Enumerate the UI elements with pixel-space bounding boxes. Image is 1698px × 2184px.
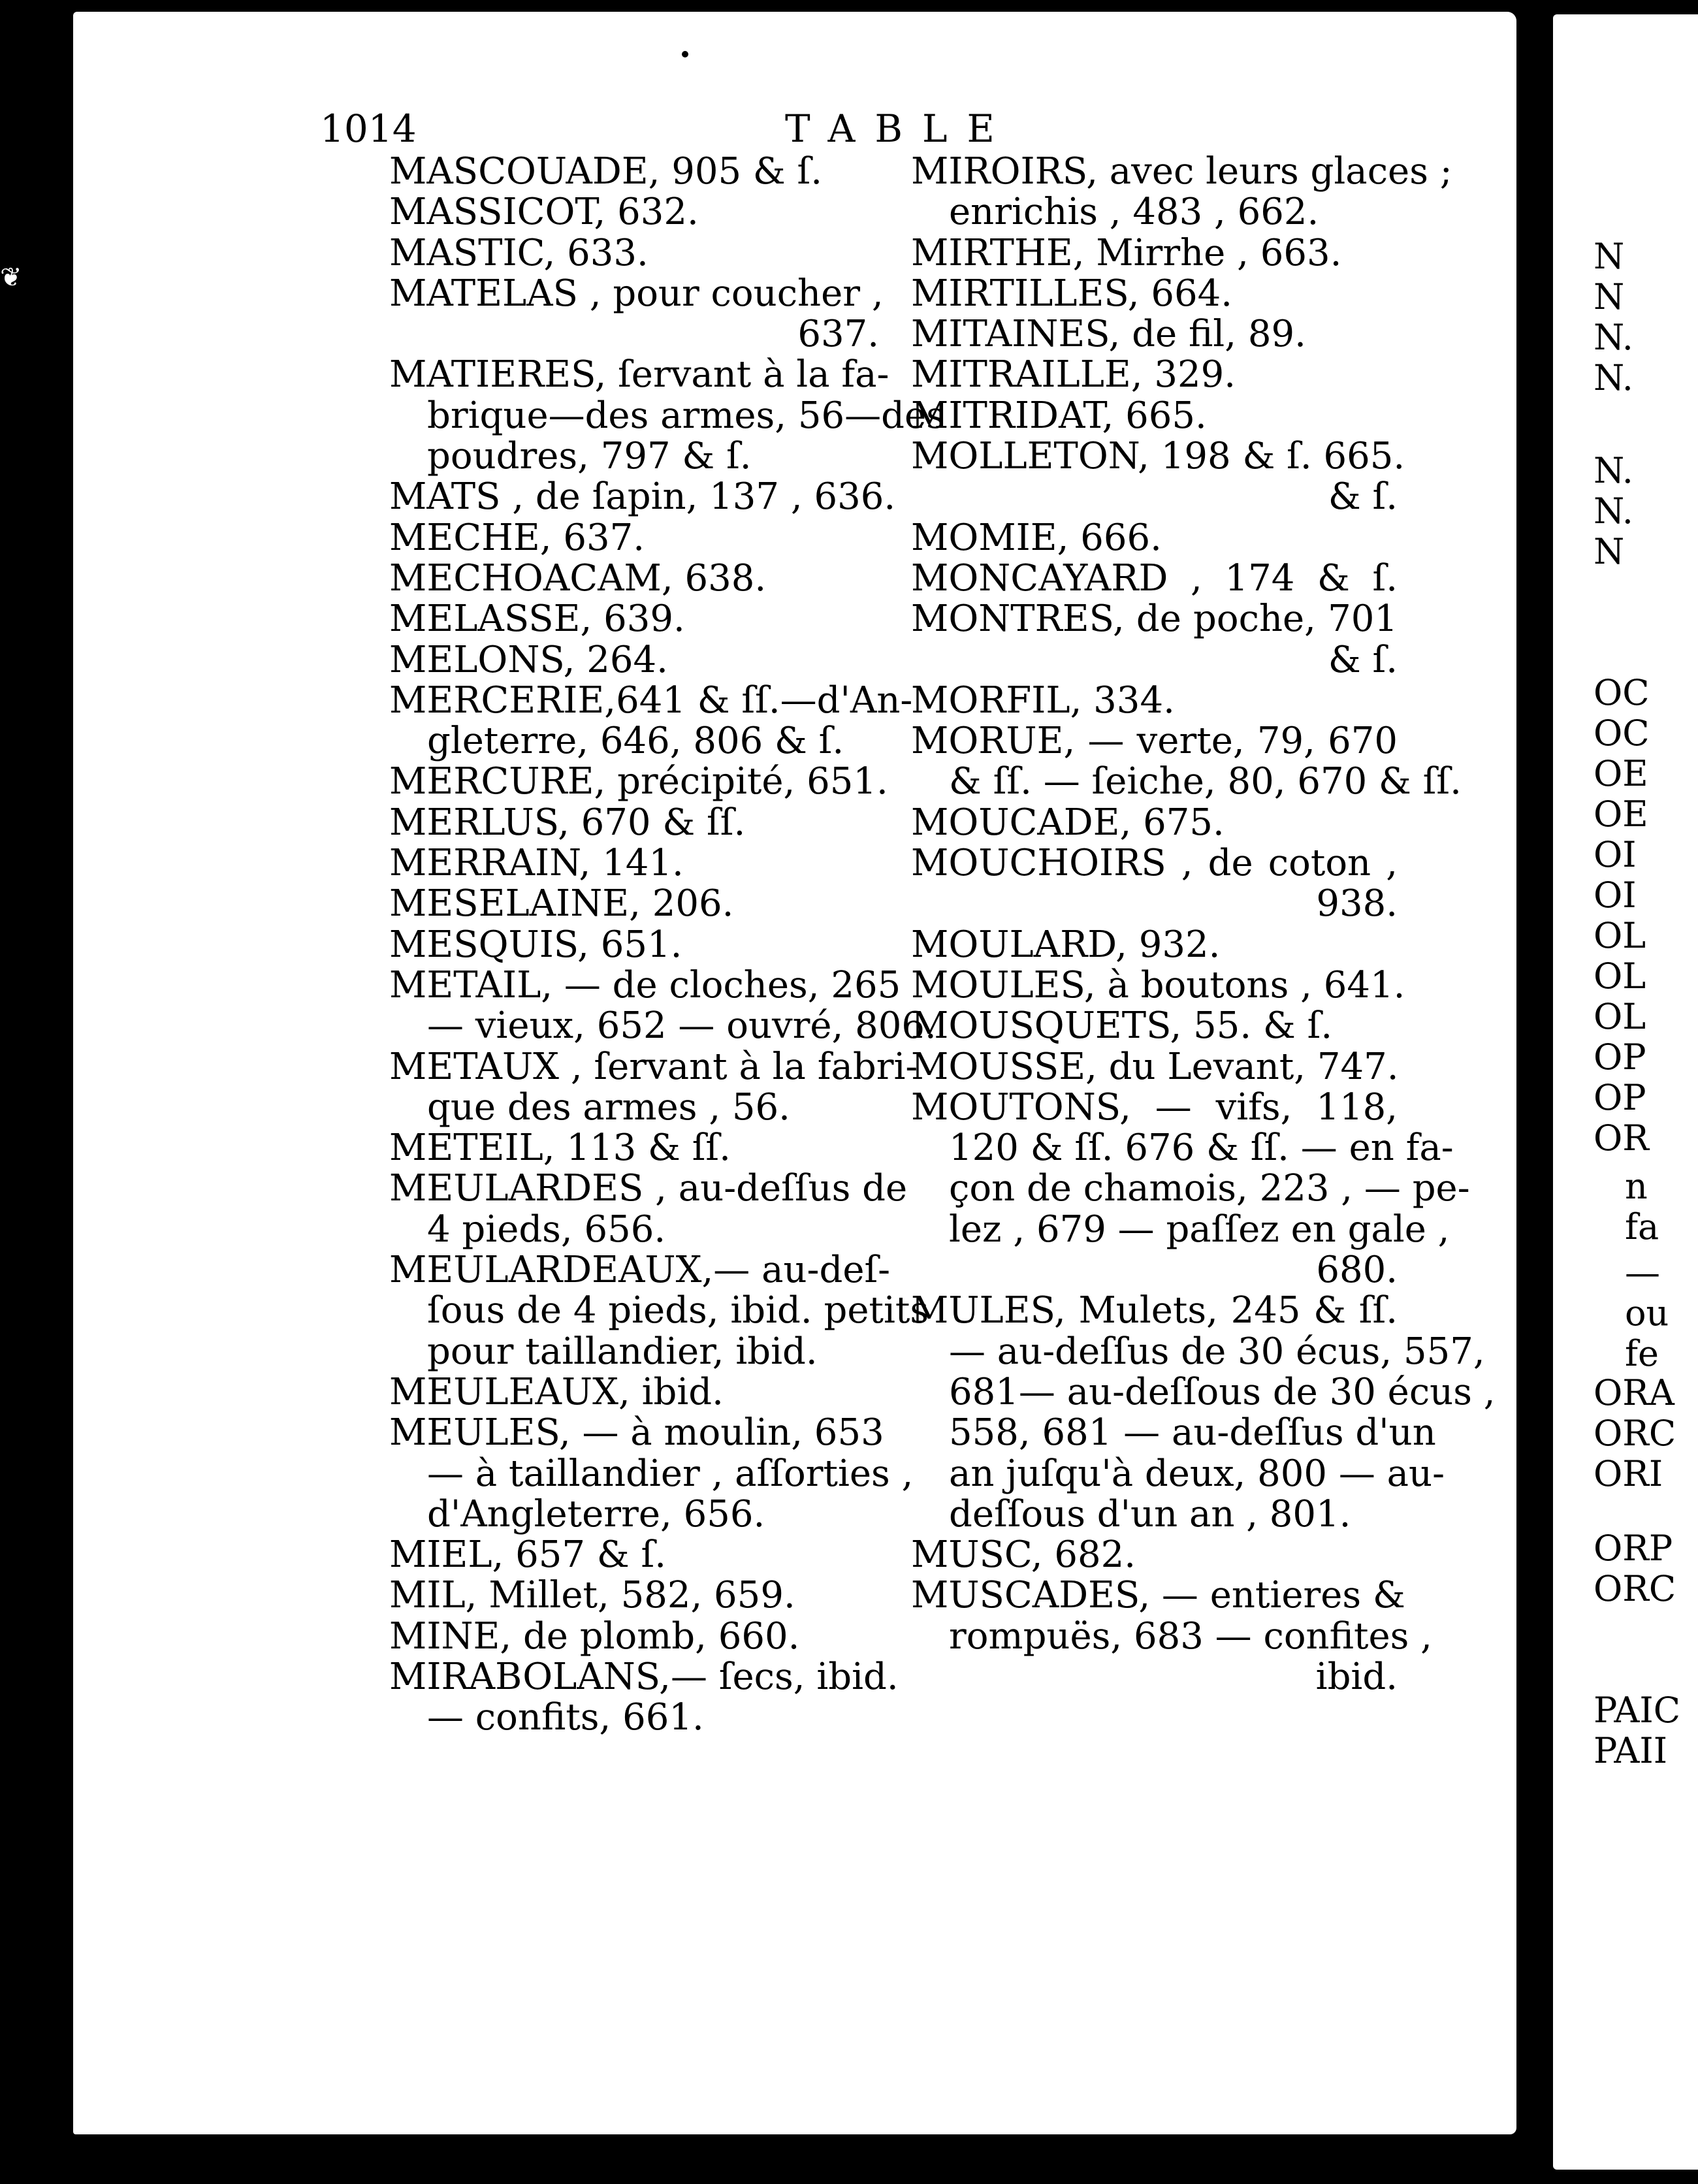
facing-page-fragment: ORA [1594,1372,1674,1413]
index-entry-line: MEULARDEAUX,— au-deſ- [389,1249,891,1292]
facing-page-fragment: OL [1594,915,1646,956]
facing-page-fragment: ORC [1594,1568,1676,1609]
index-entry-line: MORUE, — verte, 79, 670 [911,720,1398,763]
index-entry-line: 680. [1316,1249,1398,1292]
index-entry-line: MELASSE, 639. [389,598,685,641]
facing-page-fragment: PAII [1594,1730,1668,1771]
index-entry-line: MECHOACAM, 638. [389,556,767,600]
facing-page-fragment: OE [1594,794,1648,835]
facing-page-fragment: n [1625,1166,1648,1207]
facing-page-fragment: OI [1594,875,1637,916]
index-entry-line: MATIERES, ſervant à la fa- [389,353,889,396]
index-entry-line: — vieux, 652 — ouvré, 806. [427,1004,937,1048]
index-entry-line: MECHE, 637. [389,516,645,559]
index-entry-line: MIRABOLANS,— ſecs, ibid. [389,1655,899,1698]
index-entry-line: brique—des armes, 56—des [427,394,945,437]
index-entry-line: 4 pieds, 656. [427,1208,666,1251]
index-entry-line: gleterre, 646, 806 & ſ. [427,720,844,763]
index-entry-line: 558, 681 — au-deſſus d'un [949,1411,1436,1454]
index-entry-line: MIROIRS, avec leurs glaces ; [911,150,1452,193]
index-entry-line: MITAINES, de fil, 89. [911,313,1306,356]
facing-page-fragment: N. [1594,357,1633,398]
index-entry-line: MOMIE, 666. [911,516,1162,559]
index-entry-line: MIRTHE, Mirrhe , 663. [911,231,1342,274]
facing-page-fragment: OI [1594,834,1637,875]
index-entry-line: MUSCADES, — entieres & [911,1574,1405,1617]
index-entry-line: MOUSSE, du Levant, 747. [911,1045,1399,1088]
index-entry-line: MASCOUADE, 905 & ſ. [389,150,823,193]
index-entry-line: an juſqu'à deux, 800 — au- [949,1452,1445,1495]
index-entry-line: & ſſ. — ſeiche, 80, 670 & ſſ. [949,760,1462,803]
facing-page-fragment: ou [1625,1293,1669,1334]
facing-page-fragment: fa [1625,1206,1659,1247]
index-entry-line: çon de chamois, 223 , — pe- [949,1167,1470,1210]
facing-page-fragment: OP [1594,1036,1646,1078]
facing-page-fragment: OL [1594,956,1646,997]
facing-page-fragment: OC [1594,713,1650,754]
index-entry-line: MESELAINE, 206. [389,882,734,925]
index-entry-line: 681— au-deſſous de 30 écus , [949,1370,1496,1413]
page-title: TABLE [785,106,1014,151]
index-entry-line: MERLUS, 670 & ſſ. [389,801,746,844]
index-entry-line: METAUX , ſervant à la fabri- [389,1045,918,1088]
index-entry-line: MITRAILLE, 329. [911,353,1236,396]
facing-page-fragment: OP [1594,1077,1646,1118]
index-entry-line: MIEL, 657 & ſ. [389,1534,666,1577]
index-entry-line: 938. [1316,882,1398,925]
facing-page-fragment: OE [1594,753,1648,794]
index-entry-line: MEULARDES , au-deſſus de [389,1167,908,1210]
index-entry-line: MOUCHOIRS , de coton , [911,842,1398,885]
facing-page-fragment: ORP [1594,1528,1673,1569]
index-entry-line: MORFIL, 334. [911,679,1175,722]
facing-page-fragment: ORC [1594,1413,1676,1454]
index-entry-line: MATELAS , pour coucher , [389,272,884,315]
index-entry-line: rompuës, 683 — confites , [949,1614,1432,1658]
index-entry-line: MONTRES, de poche, 701 [911,598,1398,641]
index-entry-line: MOUSQUETS, 55. & ſ. [911,1004,1333,1048]
right-column [911,150,1496,1698]
index-entry-line: MINE, de plomb, 660. [389,1614,800,1658]
index-entry-line: MOUCADE, 675. [911,801,1225,844]
index-entry-line: — confits, 661. [427,1696,704,1739]
index-entry-line: MOULES, à boutons , 641. [911,963,1405,1006]
index-entry-line: ſous de 4 pieds, ibid. petits [427,1289,929,1332]
index-entry-line: que des armes , 56. [427,1085,790,1129]
running-head [320,106,1430,152]
index-entry-line: METEIL, 113 & ſſ. [389,1127,731,1170]
index-entry-line: MESQUIS, 651. [389,923,682,966]
facing-page-fragment: OC [1594,672,1650,713]
index-entry-line: MIRTILLES, 664. [911,272,1233,315]
index-entry-line: enrichis , 483 , 662. [949,191,1319,234]
index-entry-line: lez , 679 — paſſez en gale , [949,1208,1450,1251]
index-entry-line: 120 & ſſ. 676 & ſſ. — en fa- [949,1127,1454,1170]
index-entry-line: MERRAIN, 141. [389,842,684,885]
index-entry-line: MASSICOT, 632. [389,191,699,234]
facing-page-fragment: N [1594,276,1625,317]
index-entry-line: MIL, Millet, 582, 659. [389,1574,795,1617]
ink-dot [682,51,688,57]
index-entry-line: METAIL, — de cloches, 265 [389,963,901,1006]
index-entry-line: MOUTONS, — vifs, 118, [911,1085,1398,1129]
facing-page-fragment: OR [1594,1117,1649,1159]
facing-page-fragment: N. [1594,450,1633,491]
index-entry-line: & ſ. [1328,638,1398,681]
index-entry-line: pour taillandier, ibid. [427,1330,818,1373]
facing-page-fragment: — [1625,1252,1660,1293]
facing-page-fragment: fe [1625,1333,1659,1374]
index-entry-line: ibid. [1315,1655,1398,1698]
index-entry-line: d'Angleterre, 656. [427,1492,765,1535]
page-number: 1014 [320,106,417,151]
index-entry-line: poudres, 797 & ſ. [427,435,752,478]
index-entry-line: MEULEAUX, ibid. [389,1370,724,1413]
index-entry-line: 637. [797,313,879,356]
index-entry-line: — à taillandier , aſſorties , [427,1452,914,1495]
facing-page-fragment: N. [1594,317,1633,358]
index-entry-line: deſſous d'un an , 801. [949,1492,1351,1535]
index-entry-line: & ſ. [1328,475,1398,519]
facing-page-fragment: N. [1594,490,1633,532]
facing-page-fragment: N [1594,236,1625,277]
index-entry-line: MATS , de ſapin, 137 , 636. [389,475,896,519]
index-entry-line: MUSC, 682. [911,1534,1136,1577]
left-column [389,150,945,1739]
index-entry-line: MEULES, — à moulin, 653 [389,1411,884,1454]
index-entry-line: MULES, Mulets, 245 & ſſ. [911,1289,1398,1332]
index-entry-line: — au-deſſus de 30 écus, 557, [949,1330,1485,1373]
index-entry-line: MITRIDAT, 665. [911,394,1207,437]
index-entry-line: MASTIC, 633. [389,231,649,274]
index-entry-line: MOLLETON, 198 & ſ. 665. [911,435,1405,478]
edge-mark-icon: ❦ [0,263,22,293]
facing-page-fragment: N [1594,531,1625,572]
facing-page-fragment: ORI [1594,1453,1663,1494]
index-entry-line: MONCAYARD , 174 & ſ. [911,556,1398,600]
index-entry-line: MOULARD, 932. [911,923,1221,966]
index-entry-line: MELONS, 264. [389,638,668,681]
facing-page-fragment: PAIC [1594,1690,1681,1731]
facing-page-fragment: OL [1594,996,1646,1037]
index-entry-line: MERCERIE,641 & ſſ.—d'An- [389,679,913,722]
index-entry-line: MERCURE, précipité, 651. [389,760,888,803]
